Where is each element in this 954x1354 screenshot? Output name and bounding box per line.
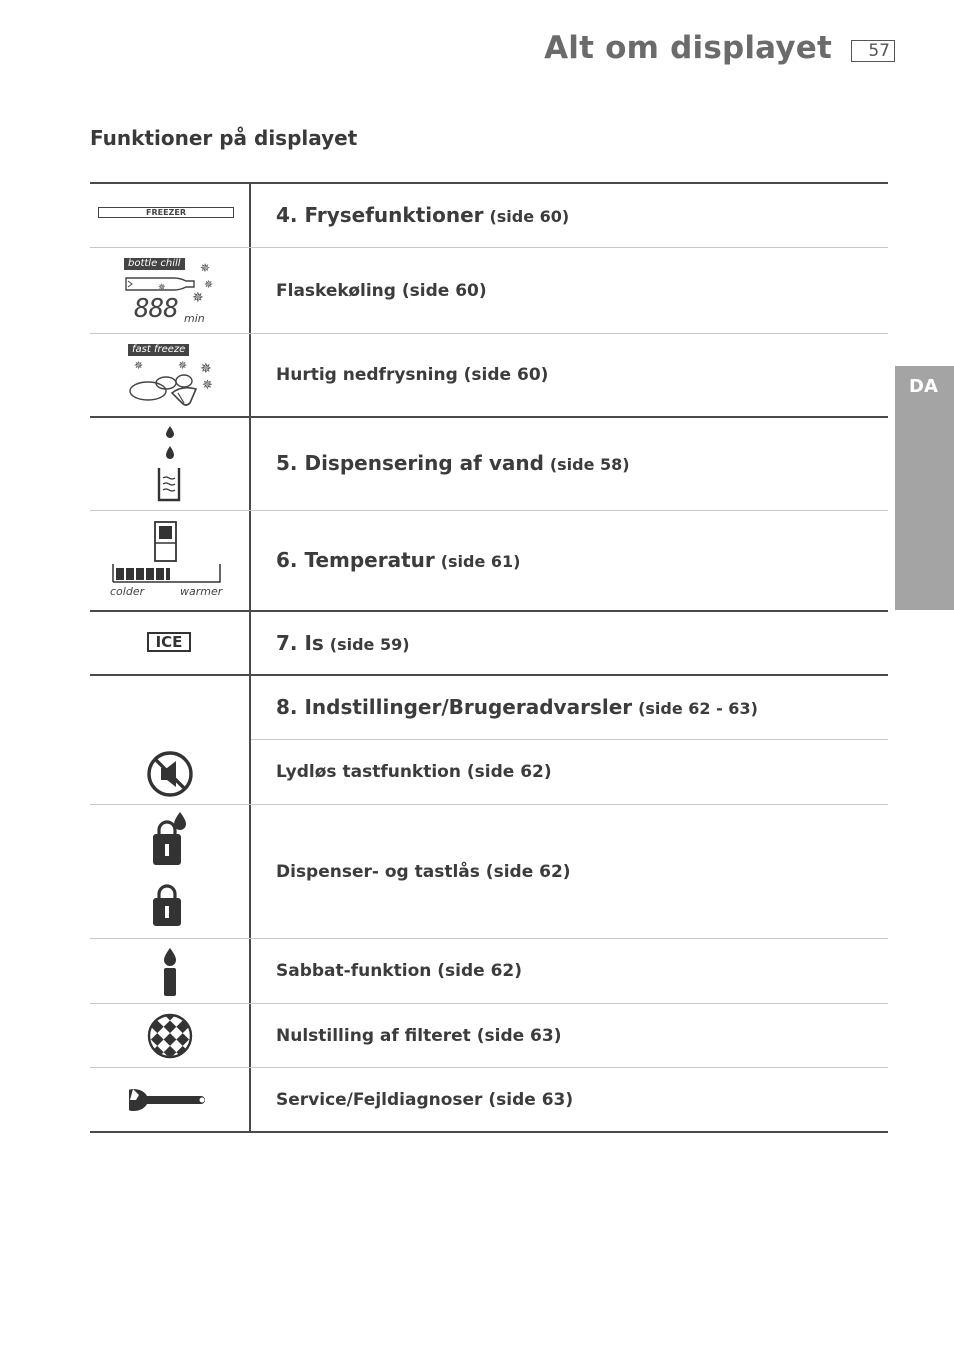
filter-icon [147,1013,193,1059]
freezer-label-text: FREEZER [146,208,186,217]
row-dispensering [276,451,630,475]
row-divider [90,1067,888,1068]
row-title: 8. Indstillinger/Brugeradvarsler [276,695,633,719]
lock-icon [150,810,192,930]
fast-freeze-label: fast freeze [128,344,189,356]
group-divider [90,674,888,676]
row-hurtig-nedfrysning: Hurtig nedfrysning (side 60) [276,365,549,385]
svg-text:✵: ✵ [204,278,214,291]
bottle-chill-label: bottle chill [124,258,185,270]
wrench-icon [129,1087,209,1113]
bottle-chill-unit: min [184,312,205,325]
svg-text:✵: ✵ [158,283,166,293]
row-service: Service/Fejldiagnoser (side 63) [276,1090,574,1110]
row-divider [90,804,888,805]
table-divider [249,182,251,1133]
water-dispense-icon [156,424,184,504]
row-ref: (side 62 - 63) [638,699,758,718]
row-flaskekoling: Flaskekøling (side 60) [276,281,487,301]
ice-label-icon [147,632,191,652]
page-number: 57 [851,40,895,62]
table-rule-bottom [90,1131,888,1133]
row-is [276,631,410,655]
row-divider [90,1003,888,1004]
row-lydlos: Lydløs tastfunktion (side 62) [276,762,552,782]
candle-icon [160,946,180,998]
row-divider [90,247,888,248]
page-title: Alt om displayet [544,30,832,66]
row-frysefunktioner [276,203,569,227]
group-divider [90,610,888,612]
svg-text:✵: ✵ [178,359,188,372]
row-ref: (side 61) [440,552,521,571]
freezer-label-icon [98,207,234,218]
mute-icon [146,750,194,798]
svg-text:✵: ✵ [134,359,144,372]
row-divider [90,333,888,334]
temperature-warmer-label: warmer [180,585,223,598]
row-title: 5. Dispensering af vand [276,451,544,475]
group-divider [90,416,888,418]
language-tab [895,366,954,610]
row-ref: (side 59) [329,635,410,654]
svg-text:✵: ✵ [200,261,211,275]
temperature-icon [106,518,228,602]
row-ref: (side 58) [549,455,630,474]
row-divider [251,739,888,740]
section-title: Funktioner på displayet [90,126,358,150]
fast-freeze-icon [126,343,222,411]
row-title: 4. Frysefunktioner [276,203,484,227]
row-title: 7. Is [276,631,324,655]
language-tab-label: DA [909,376,938,397]
row-ref: (side 60) [489,207,570,226]
svg-text:✵: ✵ [202,378,213,393]
table-rule-top [90,182,888,184]
temperature-colder-label: colder [110,585,145,598]
ice-label-text: ICE [155,633,183,651]
row-divider [90,510,888,511]
bottle-chill-digits: 888 [134,294,178,324]
bottle-chill-icon [122,257,222,327]
row-sabbat: Sabbat-funktion (side 62) [276,961,523,981]
svg-text:✵: ✵ [200,361,212,377]
row-title: 6. Temperatur [276,548,435,572]
row-divider [90,938,888,939]
row-dispenser-tastlas: Dispenser- og tastlås (side 62) [276,862,571,882]
row-indstillinger [276,695,758,719]
svg-text:✵: ✵ [192,290,204,306]
row-filter: Nulstilling af filteret (side 63) [276,1026,562,1046]
row-temperatur [276,548,520,572]
